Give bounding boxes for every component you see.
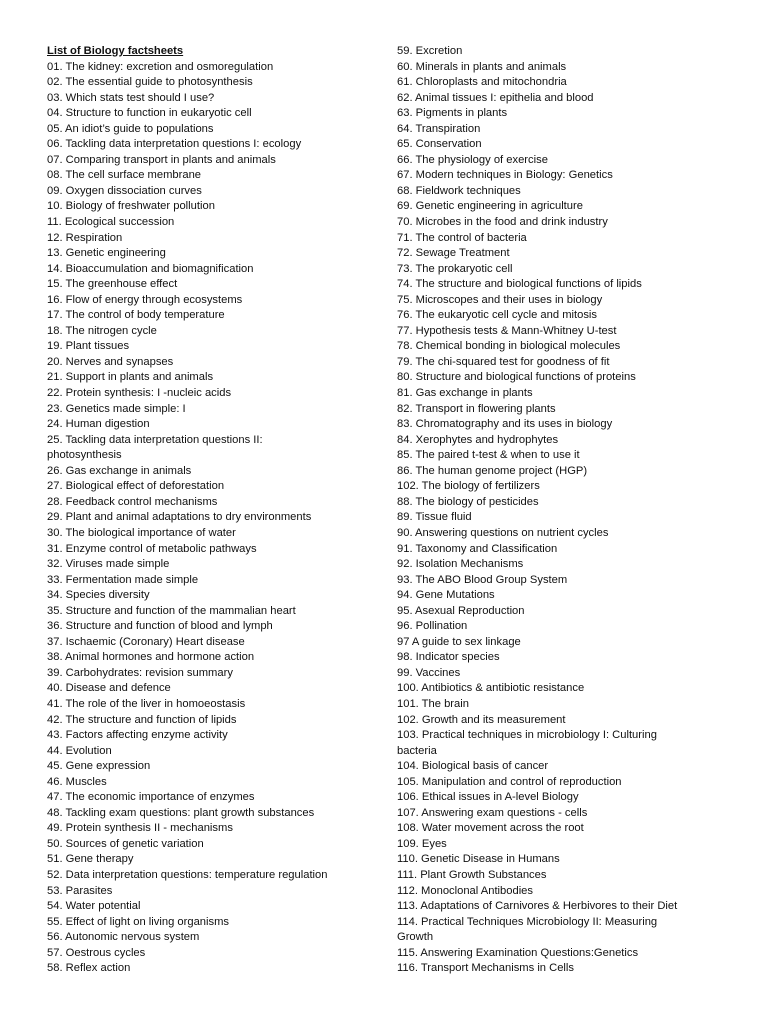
factsheet-list-item: bacteria bbox=[397, 744, 437, 757]
factsheet-list-item: 109. Eyes bbox=[397, 837, 447, 850]
factsheet-list-item: 68. Fieldwork techniques bbox=[397, 184, 521, 197]
factsheet-list-item: 100. Antibiotics & antibiotic resistance bbox=[397, 682, 585, 695]
factsheet-list-item: 80. Structure and biological functions of proteins bbox=[397, 371, 636, 384]
factsheet-list-item: 59. Excretion bbox=[397, 45, 463, 57]
left-column bbox=[47, 44, 377, 977]
factsheet-list-item: 04. Structure to function in eukaryotic cell bbox=[47, 107, 252, 120]
factsheet-list-item: 17. The control of body temperature bbox=[47, 309, 225, 322]
factsheet-list-item: 25. Tackling data interpretation questions II: bbox=[47, 433, 263, 446]
factsheet-list-item: 21. Support in plants and animals bbox=[47, 371, 214, 384]
factsheet-list-item: 110. Genetic Disease in Humans bbox=[397, 853, 560, 866]
factsheet-list-item: 22. Protein synthesis: I -nucleic acids bbox=[47, 387, 232, 400]
factsheet-list-item: 97 A guide to sex linkage bbox=[397, 635, 521, 648]
factsheet-list-item: 93. The ABO Blood Group System bbox=[397, 573, 568, 586]
factsheet-list-item: 32. Viruses made simple bbox=[47, 558, 170, 571]
factsheet-list-item: 113. Adaptations of Carnivores & Herbivores to their Diet bbox=[397, 900, 678, 913]
factsheet-list-item: 57. Oestrous cycles bbox=[47, 946, 146, 959]
factsheet-list-item: 18. The nitrogen cycle bbox=[47, 324, 157, 337]
factsheet-list-item: 54. Water potential bbox=[47, 900, 141, 913]
factsheet-list-item: 47. The economic importance of enzymes bbox=[47, 791, 255, 804]
factsheet-list-item: 92. Isolation Mechanisms bbox=[397, 558, 524, 571]
factsheet-list-item: 99. Vaccines bbox=[397, 666, 461, 679]
right-column bbox=[397, 44, 727, 977]
factsheet-list-item: 114. Practical Techniques Microbiology II: Measuring bbox=[397, 915, 658, 928]
factsheet-list-item: 67. Modern techniques in Biology: Genetics bbox=[397, 169, 613, 182]
factsheet-list-item: 29. Plant and animal adaptations to dry environments bbox=[47, 511, 312, 524]
factsheet-list-item: 37. Ischaemic (Coronary) Heart disease bbox=[47, 635, 245, 648]
factsheet-list-item: 27. Biological effect of deforestation bbox=[47, 480, 225, 493]
factsheet-list-item: 12. Respiration bbox=[47, 231, 123, 244]
factsheet-list-item: 60. Minerals in plants and animals bbox=[397, 60, 567, 73]
factsheet-list-item: 02. The essential guide to photosynthesis bbox=[47, 76, 253, 89]
factsheet-list-item: 96. Pollination bbox=[397, 620, 468, 633]
factsheet-list-item: 89. Tissue fluid bbox=[397, 511, 472, 524]
factsheet-list-item: 76. The eukaryotic cell cycle and mitosis bbox=[397, 309, 598, 322]
factsheet-list-item: 34. Species diversity bbox=[47, 589, 150, 602]
factsheet-list-item: 72. Sewage Treatment bbox=[397, 247, 510, 260]
factsheet-list-item: 39. Carbohydrates: revision summary bbox=[47, 666, 233, 679]
factsheet-list-item: 51. Gene therapy bbox=[47, 853, 134, 866]
factsheet-list-item: 15. The greenhouse effect bbox=[47, 278, 178, 291]
factsheet-list-item: 88. The biology of pesticides bbox=[397, 495, 539, 508]
factsheet-list-item: 44. Evolution bbox=[47, 744, 112, 757]
factsheet-list-item: 94. Gene Mutations bbox=[397, 589, 495, 602]
factsheet-list-item: 28. Feedback control mechanisms bbox=[47, 495, 218, 508]
factsheet-list-item: 07. Comparing transport in plants and animals bbox=[47, 153, 276, 166]
factsheet-list-item: 43. Factors affecting enzyme activity bbox=[47, 729, 228, 742]
factsheet-list-item: 31. Enzyme control of metabolic pathways bbox=[47, 542, 257, 555]
factsheet-list-item: 45. Gene expression bbox=[47, 760, 151, 773]
factsheet-list-item: 40. Disease and defence bbox=[47, 682, 171, 695]
factsheet-list-item: 79. The chi-squared test for goodness of fit bbox=[397, 355, 610, 368]
factsheet-list-item: 53. Parasites bbox=[47, 884, 113, 897]
factsheet-list-item: 30. The biological importance of water bbox=[47, 526, 236, 539]
factsheet-list-item: 107. Answering exam questions - cells bbox=[397, 806, 588, 819]
factsheet-list-item: 08. The cell surface membrane bbox=[47, 169, 202, 182]
factsheet-list-item: 10. Biology of freshwater pollution bbox=[47, 200, 215, 213]
factsheet-list-item: 70. Microbes in the food and drink industry bbox=[397, 216, 608, 229]
factsheet-list-item: Growth bbox=[397, 931, 434, 944]
factsheet-list-item: 11. Ecological succession bbox=[47, 216, 175, 229]
factsheet-list-item: 26. Gas exchange in animals bbox=[47, 464, 192, 477]
factsheet-list-item: 01. The kidney: excretion and osmoregulation bbox=[47, 60, 274, 73]
factsheet-list-item: 74. The structure and biological functions of lipids bbox=[397, 278, 642, 291]
factsheet-list-item: 71. The control of bacteria bbox=[397, 231, 527, 244]
left-factsheet-list bbox=[47, 60, 377, 977]
factsheet-list-item: photosynthesis bbox=[47, 449, 122, 462]
factsheet-list-item: 102. The biology of fertilizers bbox=[397, 480, 540, 493]
factsheet-list-item: 09. Oxygen dissociation curves bbox=[47, 184, 202, 197]
factsheet-list-item: 62. Animal tissues I: epithelia and blood bbox=[397, 91, 594, 104]
factsheet-list-item: 49. Protein synthesis II - mechanisms bbox=[47, 822, 233, 835]
factsheet-list-item: 75. Microscopes and their uses in biology bbox=[397, 293, 603, 306]
factsheet-list-item: 63. Pigments in plants bbox=[397, 107, 508, 120]
factsheet-list-item: 77. Hypothesis tests & Mann-Whitney U-test bbox=[397, 324, 617, 337]
factsheet-list-item: 46. Muscles bbox=[47, 775, 107, 788]
factsheet-list-item: 50. Sources of genetic variation bbox=[47, 837, 204, 850]
factsheet-list-item: 06. Tackling data interpretation questions I: ecology bbox=[47, 138, 302, 151]
factsheet-list-item: 05. An idiot’s guide to populations bbox=[47, 122, 214, 135]
factsheet-list-item: 64. Transpiration bbox=[397, 122, 481, 135]
factsheet-list-item: 91. Taxonomy and Classification bbox=[397, 542, 558, 555]
factsheet-list-item: 20. Nerves and synapses bbox=[47, 355, 174, 368]
factsheet-list-item: 81. Gas exchange in plants bbox=[397, 387, 533, 400]
factsheet-list-item: 24. Human digestion bbox=[47, 418, 150, 431]
factsheet-list-item: 111. Plant Growth Substances bbox=[397, 868, 547, 881]
factsheet-list-item: 73. The prokaryotic cell bbox=[397, 262, 513, 275]
factsheet-list-item: 65. Conservation bbox=[397, 138, 482, 151]
factsheet-list-item: 41. The role of the liver in homoeostasis bbox=[47, 697, 246, 710]
factsheet-list-item: 03. Which stats test should I use? bbox=[47, 91, 215, 104]
factsheet-list-item: 52. Data interpretation questions: temperature regulation bbox=[47, 868, 328, 881]
factsheet-list-item: 112. Monoclonal Antibodies bbox=[397, 884, 534, 897]
factsheet-list-item: 103. Practical techniques in microbiology I: Culturing bbox=[397, 729, 657, 742]
factsheet-list-item: 108. Water movement across the root bbox=[397, 822, 584, 835]
factsheet-list-item: 56. Autonomic nervous system bbox=[47, 931, 200, 944]
factsheet-list-item: 104. Biological basis of cancer bbox=[397, 760, 549, 773]
factsheet-list-item: 13. Genetic engineering bbox=[47, 247, 166, 260]
factsheet-list-item: 23. Genetics made simple: I bbox=[47, 402, 186, 415]
factsheet-list-item: 78. Chemical bonding in biological molecules bbox=[397, 340, 621, 353]
factsheet-list-item: 66. The physiology of exercise bbox=[397, 153, 548, 166]
factsheet-list-item: 19. Plant tissues bbox=[47, 340, 130, 353]
factsheet-list-item: 42. The structure and function of lipids bbox=[47, 713, 237, 726]
factsheet-list-item: 48. Tackling exam questions: plant growth substances bbox=[47, 806, 315, 819]
factsheet-list-item: 86. The human genome project (HGP) bbox=[397, 464, 588, 477]
factsheet-list-item: 105. Manipulation and control of reproduction bbox=[397, 775, 622, 788]
factsheet-list-item: 16. Flow of energy through ecosystems bbox=[47, 293, 243, 306]
factsheet-list-item: 33. Fermentation made simple bbox=[47, 573, 199, 586]
factsheet-list-item: 82. Transport in flowering plants bbox=[397, 402, 556, 415]
factsheet-list-item: 55. Effect of light on living organisms bbox=[47, 915, 229, 928]
right-factsheet-list bbox=[397, 44, 727, 977]
factsheet-list-item: 36. Structure and function of blood and lymph bbox=[47, 620, 273, 633]
factsheet-list-item: 90. Answering questions on nutrient cycles bbox=[397, 526, 609, 539]
factsheet-list-item: 83. Chromatography and its uses in biology bbox=[397, 418, 613, 431]
factsheet-list-item: 85. The paired t-test & when to use it bbox=[397, 449, 580, 462]
factsheet-list-item: 69. Genetic engineering in agriculture bbox=[397, 200, 583, 213]
factsheet-list-item: 35. Structure and function of the mammalian heart bbox=[47, 604, 296, 617]
document-title: List of Biology factsheets bbox=[47, 45, 184, 57]
factsheet-list-item: 101. The brain bbox=[397, 697, 469, 710]
factsheet-list-item: 84. Xerophytes and hydrophytes bbox=[397, 433, 559, 446]
factsheet-list-item: 115. Answering Examination Questions:Genetics bbox=[397, 946, 639, 959]
factsheet-list-item: 102. Growth and its measurement bbox=[397, 713, 566, 726]
factsheet-list-item: 116. Transport Mechanisms in Cells bbox=[397, 962, 574, 975]
factsheet-list-item: 61. Chloroplasts and mitochondria bbox=[397, 76, 567, 89]
factsheet-list-item: 98. Indicator species bbox=[397, 651, 500, 664]
factsheet-list-item: 14. Bioaccumulation and biomagnification bbox=[47, 262, 254, 275]
factsheet-list-item: 38. Animal hormones and hormone action bbox=[47, 651, 255, 664]
factsheet-list-item: 58. Reflex action bbox=[47, 962, 131, 975]
factsheet-list-item: 95. Asexual Reproduction bbox=[397, 604, 525, 617]
factsheet-list-item: 106. Ethical issues in A-level Biology bbox=[397, 791, 579, 804]
